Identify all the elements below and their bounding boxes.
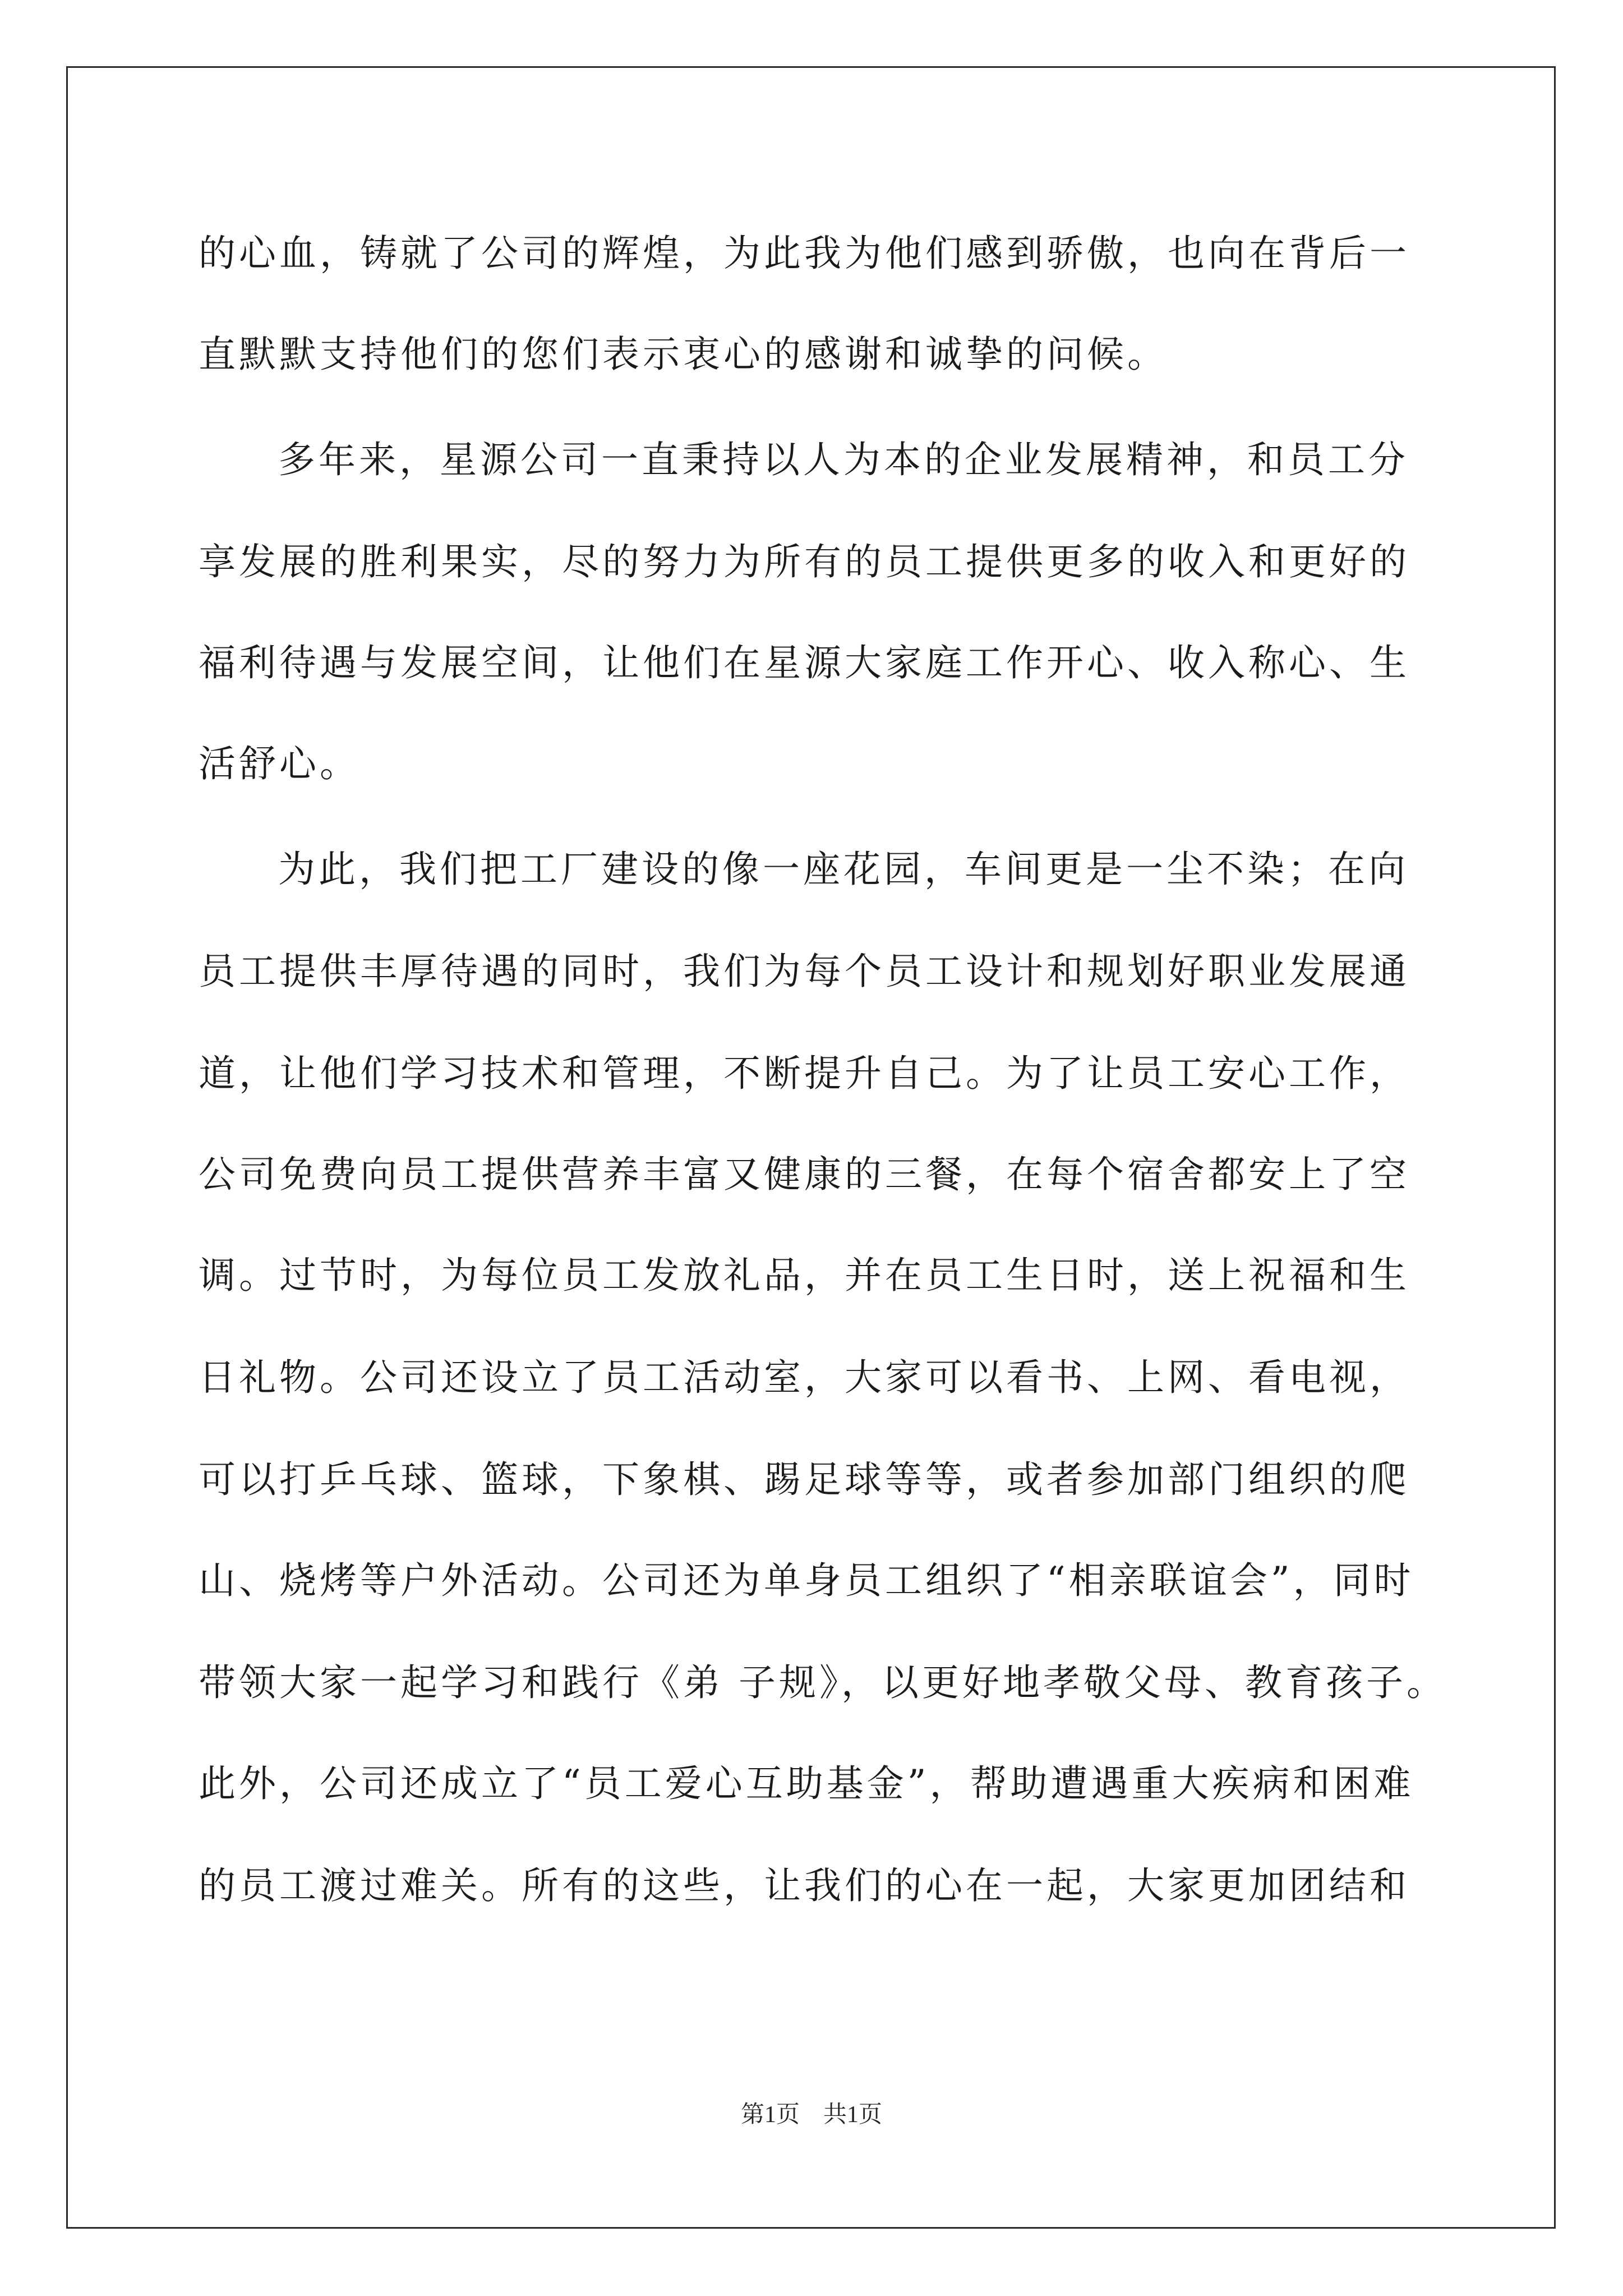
text-line: 日礼物。公司还设立了员工活动室，大家可以看书、上网、看电视， (199, 1356, 1410, 1399)
page-number: 第1页 共1页 (740, 2102, 882, 2128)
text-line: 带领大家一起学习和践行《弟 子规》，以更好地孝敬父母、教育孩子。 (199, 1661, 1447, 1704)
text-line: 可以打乒乓球、篮球，下象棋、踢足球等等，或者参加部门组织的爬 (199, 1458, 1410, 1501)
text-line: 直默默支持他们的您们表示衷心的感谢和诚挚的问候。 (199, 333, 1168, 376)
text-line: 的心血，铸就了公司的辉煌，为此我为他们感到骄傲，也向在背后一 (199, 232, 1410, 275)
text-line: 公司免费向员工提供营养丰富又健康的三餐，在每个宿舍都安上了空 (199, 1153, 1410, 1196)
paragraph-first-line: 为此，我们把工厂建设的像一座花园，车间更是一尘不染；在向 (278, 848, 1409, 891)
text-line: 活舒心。 (199, 742, 360, 785)
text-line: 调。过节时，为每位员工发放礼品，并在员工生日时，送上祝福和生 (199, 1254, 1410, 1297)
text-line: 员工提供丰厚待遇的同时，我们为每个员工设计和规划好职业发展通 (199, 950, 1410, 993)
text-line: 的员工渡过难关。所有的这些，让我们的心在一起，大家更加团结和 (199, 1864, 1410, 1907)
paragraph-first-line: 多年来，星源公司一直秉持以人为本的企业发展精神，和员工分 (278, 438, 1409, 481)
text-line: 福利待遇与发展空间，让他们在星源大家庭工作开心、收入称心、生 (199, 641, 1410, 684)
text-line: 此外，公司还成立了“员工爱心互助基金”，帮助遭遇重大疾病和困难 (199, 1762, 1414, 1805)
text-line: 享发展的胜利果实，尽的努力为所有的员工提供更多的收入和更好的 (199, 540, 1410, 583)
text-line: 山、烧烤等户外活动。公司还为单身员工组织了“相亲联谊会”，同时 (199, 1559, 1414, 1602)
text-line: 道，让他们学习技术和管理，不断提升自己。为了让员工安心工作， (199, 1052, 1410, 1095)
